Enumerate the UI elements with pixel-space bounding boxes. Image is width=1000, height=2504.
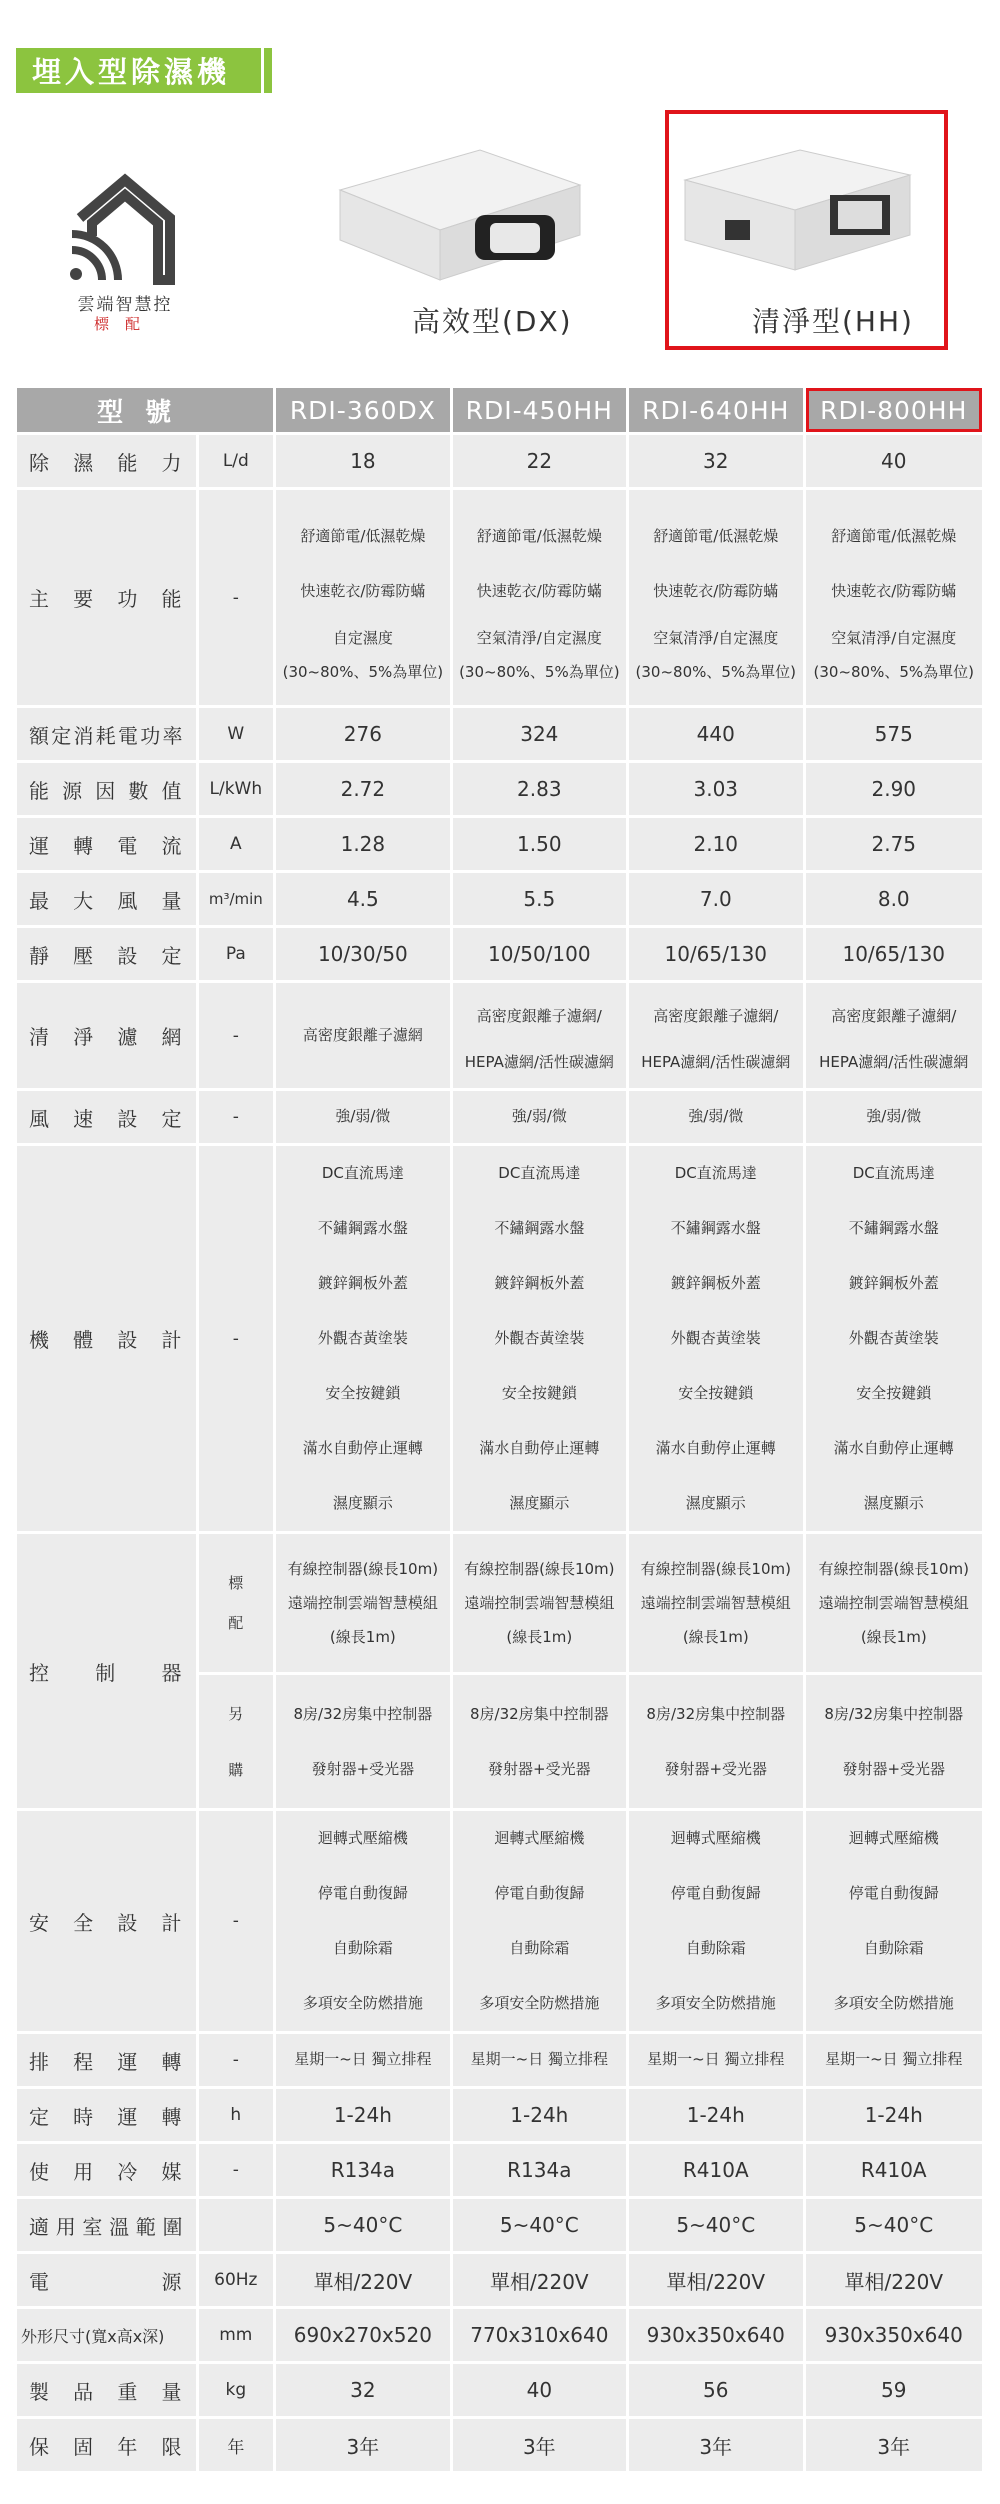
cell-value: 690x270x520 [276, 2309, 449, 2361]
row-label: 電源 [17, 2254, 196, 2306]
row-label: 運轉電流 [17, 818, 196, 870]
row-unit: 年 [199, 2419, 274, 2471]
cell-value: DC直流馬達 不鏽鋼露水盤 鍍鋅鋼板外蓋 外觀杏黃塗裝 安全按鍵鎖 滿水自動停止運轉 濕度顯示 [806, 1146, 983, 1531]
cell-value: 舒適節電/低濕乾燥 快速乾衣/防霉防蟎 空氣清淨/自定濕度 (30~80%、5%為單位) [629, 490, 802, 705]
table-row [17, 435, 982, 487]
dx-unit-illustration [330, 130, 590, 290]
cell-value: 8房/32房集中控制器 發射器+受光器 [806, 1675, 983, 1808]
cell-value: 440 [629, 708, 802, 760]
row-label: 定時運轉 [17, 2089, 196, 2141]
row-unit: L/kWh [199, 763, 274, 815]
table-row [17, 2364, 982, 2416]
cell-value: 10/65/130 [806, 928, 983, 980]
table-row [17, 2419, 982, 2471]
hh-highlight-frame [665, 110, 948, 350]
row-label: 使用冷媒 [17, 2144, 196, 2196]
cell-value: 強/弱/微 [276, 1091, 449, 1143]
cell-value: 40 [806, 435, 983, 487]
cell-value: 舒適節電/低濕乾燥 快速乾衣/防霉防蟎 自定濕度 (30~80%、5%為單位) [276, 490, 449, 705]
cell-value: 32 [276, 2364, 449, 2416]
row-label: 適用室溫範圍 [17, 2199, 196, 2251]
table-row [17, 2309, 982, 2361]
row-label: 外形尺寸(寬x高x深) [17, 2309, 196, 2361]
cell-value: 930x350x640 [806, 2309, 983, 2361]
row-label: 保固年限 [17, 2419, 196, 2471]
cell-value: 1-24h [806, 2089, 983, 2141]
cell-value: 59 [806, 2364, 983, 2416]
header-model: RDI-360DX [276, 388, 449, 432]
cell-value: 770x310x640 [453, 2309, 626, 2361]
cell-value: 3年 [453, 2419, 626, 2471]
row-label: 額定消耗電功率 [17, 708, 196, 760]
cell-value: 3年 [806, 2419, 983, 2471]
table-row [17, 708, 982, 760]
row-unit: mm [199, 2309, 274, 2361]
cell-value: 單相/220V [276, 2254, 449, 2306]
controller-optional-label: 另購 [199, 1675, 274, 1808]
row-label: 製品重量 [17, 2364, 196, 2416]
page-title: 埋入型除濕機 [32, 55, 231, 89]
cell-value: 8房/32房集中控制器 發射器+受光器 [276, 1675, 449, 1808]
row-unit: - [199, 2034, 274, 2086]
cell-value: 2.75 [806, 818, 983, 870]
cell-value: 8.0 [806, 873, 983, 925]
cell-value: 高密度銀離子濾網/ HEPA濾網/活性碳濾網 [806, 983, 983, 1088]
cell-value: 10/50/100 [453, 928, 626, 980]
cell-value: 324 [453, 708, 626, 760]
cell-value: 5~40°C [806, 2199, 983, 2251]
row-label: 清淨濾網 [17, 983, 196, 1088]
cell-value: 3年 [629, 2419, 802, 2471]
logo-caption-standard: 標配 [93, 315, 156, 333]
header-model-label: 型號 [17, 388, 273, 432]
cell-value: 強/弱/微 [629, 1091, 802, 1143]
table-row [17, 1811, 982, 2031]
cell-value: 1-24h [629, 2089, 802, 2141]
cell-value: 5.5 [453, 873, 626, 925]
cell-value: R410A [806, 2144, 983, 2196]
cell-value: 5~40°C [629, 2199, 802, 2251]
cell-value: 7.0 [629, 873, 802, 925]
row-unit: W [199, 708, 274, 760]
header-model: RDI-640HH [629, 388, 802, 432]
row-label: 能源因數值 [17, 763, 196, 815]
cell-value: R410A [629, 2144, 802, 2196]
cell-value: 有線控制器(線長10m) 遠端控制雲端智慧模組 (線長1m) [453, 1534, 626, 1672]
row-label: 最大風量 [17, 873, 196, 925]
cell-value: 276 [276, 708, 449, 760]
cell-value: 舒適節電/低濕乾燥 快速乾衣/防霉防蟎 空氣清淨/自定濕度 (30~80%、5%為單位) [806, 490, 983, 705]
row-unit: - [199, 1146, 274, 1531]
cell-value: 1-24h [453, 2089, 626, 2141]
table-row [17, 2144, 982, 2196]
cell-value: 迴轉式壓縮機 停電自動復歸 自動除霜 多項安全防燃措施 [629, 1811, 802, 2031]
row-unit: - [199, 983, 274, 1088]
cell-value: 930x350x640 [629, 2309, 802, 2361]
product-dx-label: 高效型(DX) [412, 305, 573, 338]
row-unit: - [199, 2144, 274, 2196]
smart-home-icon [60, 168, 190, 288]
table-row [17, 928, 982, 980]
cell-value: 5~40°C [453, 2199, 626, 2251]
cell-value: 有線控制器(線長10m) 遠端控制雲端智慧模組 (線長1m) [806, 1534, 983, 1672]
table-row [17, 2089, 982, 2141]
cell-value: 5~40°C [276, 2199, 449, 2251]
cell-value: 星期一~日 獨立排程 [806, 2034, 983, 2086]
row-label: 靜壓設定 [17, 928, 196, 980]
table-row [17, 983, 982, 1088]
spec-table [14, 385, 985, 2474]
cell-value: DC直流馬達 不鏽鋼露水盤 鍍鋅鋼板外蓋 外觀杏黃塗裝 安全按鍵鎖 滿水自動停止運轉 濕度顯示 [276, 1146, 449, 1531]
cell-value: 單相/220V [453, 2254, 626, 2306]
table-row [17, 763, 982, 815]
cell-value: 高密度銀離子濾網 [276, 983, 449, 1088]
table-row [17, 873, 982, 925]
row-unit: A [199, 818, 274, 870]
row-label: 主要功能 [17, 490, 196, 705]
cell-value: 舒適節電/低濕乾燥 快速乾衣/防霉防蟎 空氣清淨/自定濕度 (30~80%、5%為單位) [453, 490, 626, 705]
cell-value: 強/弱/微 [806, 1091, 983, 1143]
cell-value: 575 [806, 708, 983, 760]
row-unit: L/d [199, 435, 274, 487]
cell-value: 2.90 [806, 763, 983, 815]
cell-value: 有線控制器(線長10m) 遠端控制雲端智慧模組 (線長1m) [276, 1534, 449, 1672]
cell-value: 高密度銀離子濾網/ HEPA濾網/活性碳濾網 [629, 983, 802, 1088]
title-accent [264, 48, 272, 93]
cell-value: 1-24h [276, 2089, 449, 2141]
controller-standard-label: 標配 [199, 1534, 274, 1672]
cell-value: 1.50 [453, 818, 626, 870]
section-title-bar [16, 48, 272, 93]
cell-value: 單相/220V [629, 2254, 802, 2306]
cell-value: 高密度銀離子濾網/ HEPA濾網/活性碳濾網 [453, 983, 626, 1088]
cell-value: 星期一~日 獨立排程 [629, 2034, 802, 2086]
cell-value: 星期一~日 獨立排程 [453, 2034, 626, 2086]
cell-value: 3年 [276, 2419, 449, 2471]
cell-value: 8房/32房集中控制器 發射器+受光器 [453, 1675, 626, 1808]
row-unit: - [199, 1811, 274, 2031]
cell-value: 單相/220V [806, 2254, 983, 2306]
cell-value: 星期一~日 獨立排程 [276, 2034, 449, 2086]
cell-value: 22 [453, 435, 626, 487]
cell-value: 10/65/130 [629, 928, 802, 980]
cell-value: 迴轉式壓縮機 停電自動復歸 自動除霜 多項安全防燃措施 [453, 1811, 626, 2031]
product-dx-image [330, 130, 590, 290]
cell-value: 18 [276, 435, 449, 487]
cell-value: 迴轉式壓縮機 停電自動復歸 自動除霜 多項安全防燃措施 [276, 1811, 449, 2031]
cell-value: DC直流馬達 不鏽鋼露水盤 鍍鋅鋼板外蓋 外觀杏黃塗裝 安全按鍵鎖 滿水自動停止運轉 濕度顯示 [453, 1146, 626, 1531]
row-unit: Pa [199, 928, 274, 980]
table-row [17, 1534, 982, 1672]
row-unit: kg [199, 2364, 274, 2416]
table-row [17, 490, 982, 705]
row-unit: m³/min [199, 873, 274, 925]
table-row [17, 2254, 982, 2306]
table-row [17, 2034, 982, 2086]
cell-value: 56 [629, 2364, 802, 2416]
cell-value: R134a [453, 2144, 626, 2196]
header-model: RDI-450HH [453, 388, 626, 432]
cell-value: 2.83 [453, 763, 626, 815]
table-row [17, 2199, 982, 2251]
cell-value: 8房/32房集中控制器 發射器+受光器 [629, 1675, 802, 1808]
row-unit: - [199, 490, 274, 705]
row-label: 風速設定 [17, 1091, 196, 1143]
row-unit: 60Hz [199, 2254, 274, 2306]
cell-value: 32 [629, 435, 802, 487]
cell-value: 2.72 [276, 763, 449, 815]
row-label: 機體設計 [17, 1146, 196, 1531]
cell-value: 迴轉式壓縮機 停電自動復歸 自動除霜 多項安全防燃措施 [806, 1811, 983, 2031]
row-label: 排程運轉 [17, 2034, 196, 2086]
cell-value: 2.10 [629, 818, 802, 870]
cell-value: 4.5 [276, 873, 449, 925]
cell-value: DC直流馬達 不鏽鋼露水盤 鍍鋅鋼板外蓋 外觀杏黃塗裝 安全按鍵鎖 滿水自動停止運轉 濕度顯示 [629, 1146, 802, 1531]
row-unit [199, 2199, 274, 2251]
logo-caption: 雲端智慧控 [77, 295, 173, 315]
table-row [17, 818, 982, 870]
row-label: 控制器 [17, 1534, 196, 1808]
row-label: 安全設計 [17, 1811, 196, 2031]
row-label: 除濕能力 [17, 435, 196, 487]
cell-value: 有線控制器(線長10m) 遠端控制雲端智慧模組 (線長1m) [629, 1534, 802, 1672]
smart-home-logo [60, 168, 190, 338]
table-header-row [17, 388, 982, 432]
cell-value: 10/30/50 [276, 928, 449, 980]
cell-value: 1.28 [276, 818, 449, 870]
cell-value: R134a [276, 2144, 449, 2196]
cell-value: 3.03 [629, 763, 802, 815]
cell-value: 40 [453, 2364, 626, 2416]
product-hh-label: 清淨型(HH) [752, 305, 914, 338]
table-row [17, 1091, 982, 1143]
header-model-highlighted: RDI-800HH [806, 388, 983, 432]
row-unit: h [199, 2089, 274, 2141]
cell-value: 強/弱/微 [453, 1091, 626, 1143]
row-unit: - [199, 1091, 274, 1143]
table-row [17, 1146, 982, 1531]
